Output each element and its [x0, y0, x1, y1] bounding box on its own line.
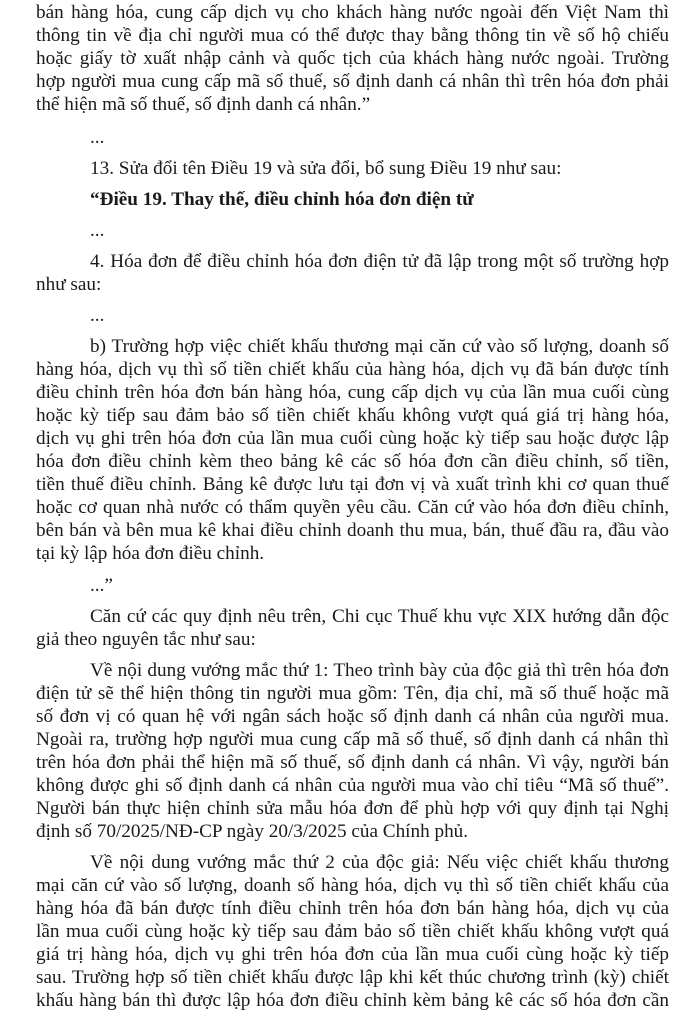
clause-b-text: hoặc kỳ tiếp sau đảm bảo số tiền chiết khấu không vượt quá giá trị hàng hóa, [36, 405, 669, 426]
clause-b-text: hoặc cơ quan nhà nước có thẩm quyền yêu cầu. Căn cứ vào hóa đơn điều chỉnh, [36, 497, 669, 518]
issue-2-text: sau. Trường hợp số tiền chiết khấu được lập khi kết thúc chương trình (kỳ) chiết [36, 967, 669, 988]
ellipsis: ...” [90, 575, 113, 596]
clause-b-text: bên bán và bên mua kê khai điều chỉnh doanh thu mua, bán, thuế đầu ra, đầu vào [36, 520, 669, 541]
clause-4-text: như sau: [36, 274, 102, 295]
body-text-line: hoặc giấy tờ xuất nhập cảnh và quốc tịch của khách hàng nước ngoài. Trường [36, 48, 669, 69]
clause-b-text: tại kỳ lập hóa đơn điều chỉnh. [36, 543, 265, 564]
body-text-line: hợp người mua cung cấp mã số thuế, số định danh cá nhân thì trên hóa đơn phải [36, 71, 669, 92]
body-text-line: bán hàng hóa, cung cấp dịch vụ cho khách hàng nước ngoài đến Việt Nam thì [36, 2, 669, 23]
clause-b-text: dịch vụ ghi trên hóa đơn của lần mua cuối cùng hoặc kỳ tiếp sau hoặc được lập [36, 428, 669, 449]
issue-2-text: lần mua cuối cùng hoặc kỳ tiếp sau đảm bảo số tiền chiết khấu không vượt quá [36, 921, 669, 942]
issue-2-text: giá trị hàng hóa, dịch vụ ghi trên hóa đơn của lần mua cuối cùng hoặc kỳ tiếp [36, 944, 669, 965]
ellipsis: ... [90, 305, 105, 326]
issue-1-text: Người bán thực hiện chỉnh sửa mẫu hóa đơn để phù hợp với quy định tại Nghị [36, 798, 669, 819]
issue-2-text: hàng hóa đã bán được tính điều chỉnh trên hóa đơn bán hàng hóa, dịch vụ của [36, 898, 669, 919]
issue-1-text: điện tử sẽ thể hiện thông tin người mua gồm: Tên, địa chỉ, mã số thuế hoặc mã [36, 683, 669, 704]
issue-1-text: định số 70/2025/NĐ-CP ngày 20/3/2025 của Chính phủ. [36, 821, 469, 842]
issue-1-text: số đơn vị có quan hệ với ngân sách hoặc số định danh cá nhân của người mua. [36, 706, 669, 727]
issue-2-text: Về nội dung vướng mắc thứ 2 của độc giả: Nếu việc chiết khấu thương [90, 852, 669, 873]
ellipsis: ... [90, 220, 105, 241]
clause-b-text: tiền thuế điều chỉnh. Bảng kê được lưu tại đơn vị và xuất trình khi cơ quan thuế [36, 474, 669, 495]
clause-b-text: hóa đơn điều chỉnh kèm theo bảng kê các số hóa đơn cần điều chỉnh, số tiền, [36, 451, 669, 472]
clause-b-text: b) Trường hợp việc chiết khấu thương mại căn cứ vào số lượng, doanh số [90, 336, 669, 357]
article-19-heading: “Điều 19. Thay thế, điều chỉnh hóa đơn điện tử [90, 189, 474, 210]
issue-1-text: Ngoài ra, trường hợp người mua cung cấp mã số thuế, số định danh cá nhân thì [36, 729, 669, 750]
amendment-item-13: 13. Sửa đổi tên Điều 19 và sửa đổi, bổ sung Điều 19 như sau: [90, 158, 562, 179]
body-text-line: thông tin về địa chỉ người mua có thể được thay bằng thông tin về số hộ chiếu [36, 25, 669, 46]
issue-1-text: Về nội dung vướng mắc thứ 1: Theo trình bày của độc giả thì trên hóa đơn [90, 660, 669, 681]
issue-1-text: trên hóa đơn phải thể hiện mã số thuế, số định danh cá nhân. Vì vậy, người bán [36, 752, 669, 773]
clause-b-text: điều chỉnh trên hóa đơn bán hàng hóa, cung cấp dịch vụ của lần mua cuối cùng [36, 382, 669, 403]
body-text-line: thể hiện mã số thuế, số định danh cá nhân.” [36, 94, 371, 115]
guidance-intro: giả theo nguyên tắc như sau: [36, 629, 256, 650]
issue-1-text: không được ghi số định danh cá nhân của người mua vào chỉ tiêu “Mã số thuế”. [36, 775, 669, 796]
clause-4-text: 4. Hóa đơn để điều chỉnh hóa đơn điện tử đã lập trong một số trường hợp [90, 251, 669, 272]
ellipsis: ... [90, 127, 105, 148]
issue-2-text: khấu hàng bán thì được lập hóa đơn điều chỉnh kèm bảng kê các số hóa đơn cần [36, 990, 669, 1011]
clause-b-text: hàng hóa, dịch vụ thì số tiền chiết khấu của hàng hóa, dịch vụ đã bán được tính [36, 359, 669, 380]
guidance-intro: Căn cứ các quy định nêu trên, Chi cục Thuế khu vực XIX hướng dẫn độc [90, 606, 669, 627]
issue-2-text: mại căn cứ vào số lượng, doanh số hàng hóa, dịch vụ thì số tiền chiết khấu của [36, 875, 669, 896]
